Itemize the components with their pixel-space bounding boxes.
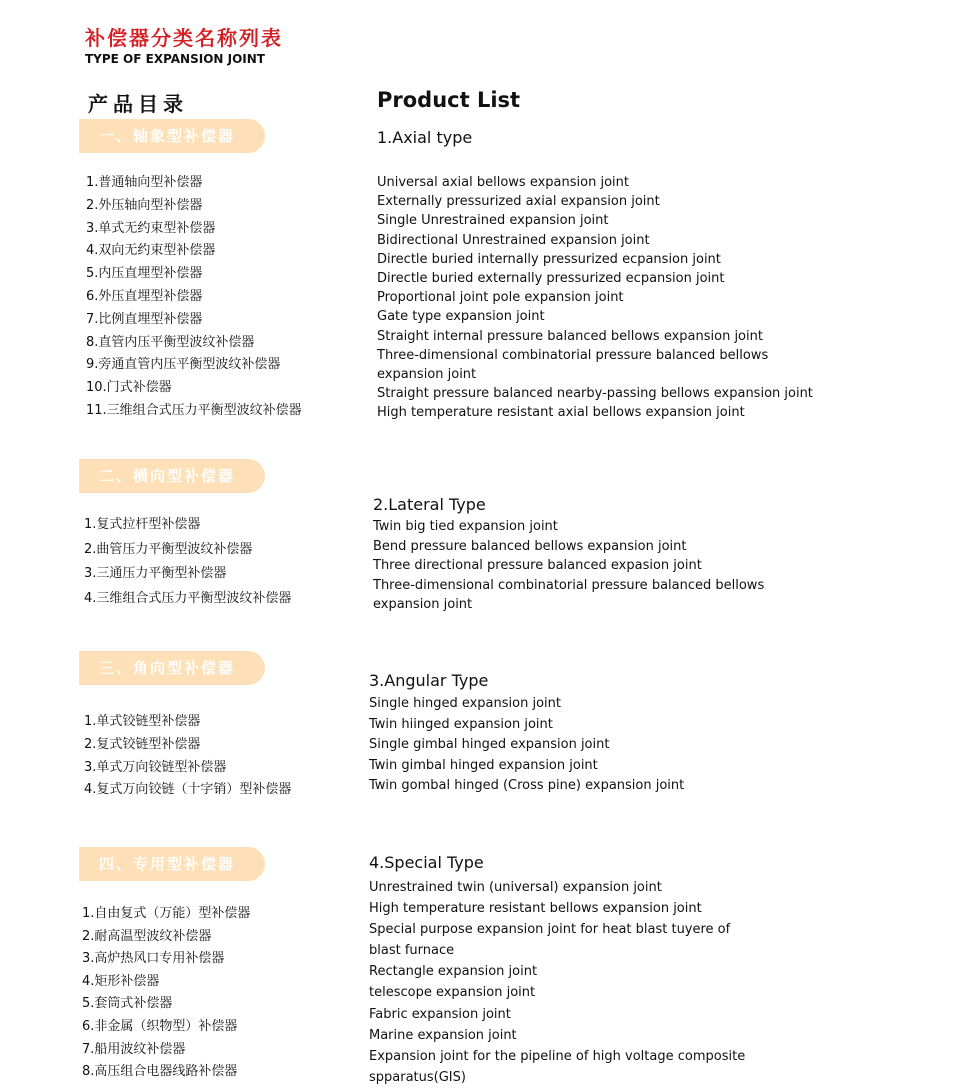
list-item: 4.复式万向铰链（十字销）型补偿器 [84,782,292,798]
list-item: High temperature resistant bellows expansion joint [369,901,702,917]
product-list-heading-cn: 产品目录 [88,92,188,116]
list-item: 3.高炉热风口专用补偿器 [82,951,225,967]
list-item: telescope expansion joint [369,985,536,1001]
list-item: 7.比例直埋型补偿器 [86,311,203,327]
en-list-angular [369,694,684,797]
list-item: Twin gimbal hinged expansion joint [369,757,598,773]
list-item: 4.双向无约束型补偿器 [86,243,216,259]
en-list-axial [377,173,813,423]
list-item: 2.复式铰链型补偿器 [84,736,201,752]
list-item: Twin gombal hinged (Cross pine) expansion joint [369,778,685,793]
section-badge-special: 四、专用型补偿器 [79,847,265,881]
list-item: Single gimbal hinged expansion joint [369,737,610,752]
section-badge-lateral: 二、横向型补偿器 [79,459,265,493]
list-item: 6.外压直埋型补偿器 [86,288,203,304]
list-item: Externally pressurized axial expansion joint [377,194,660,210]
list-item: Single hinged expansion joint [369,696,561,711]
page-title-en: TYPE OF EXPANSION JOINT [85,52,265,66]
en-list-lateral [373,517,764,615]
section-title-angular: 3.Angular Type [369,671,489,690]
section-badge-axial: 一、轴象型补偿器 [79,119,265,153]
list-item: 1.普通轴向型补偿器 [86,175,203,190]
list-item: 8.高压组合电器线路补偿器 [82,1064,238,1080]
list-item: Unrestrained twin (universal) expansion joint [369,880,662,895]
list-item: blast furnace [369,943,455,959]
en-list-special [369,877,745,1088]
list-item: 4.三维组合式压力平衡型波纹补偿器 [84,590,292,606]
list-item: Twin hiinged expansion joint [369,716,553,732]
list-item: Twin big tied expansion joint [373,519,558,534]
list-item: Directle buried externally pressurized ecpansion joint [377,271,725,287]
list-item: expansion joint [373,597,473,613]
cn-list-lateral [84,513,291,611]
product-list-heading-en: Product List [377,88,521,112]
list-item: 6.非金属（织物型）补偿器 [82,1018,238,1034]
list-item: 3.单式万向铰链型补偿器 [84,759,227,775]
list-item: 11.三维组合式压力平衡型波纹补偿器 [86,402,302,418]
list-item: 8.直管内压平衡型波纹补偿器 [86,334,255,350]
list-item: 5.内压直埋型补偿器 [86,266,203,282]
list-item: Straight internal pressure balanced bellows expansion joint [377,328,763,344]
list-item: Bend pressure balanced bellows expansion joint [373,538,687,554]
list-item: 4.矩形补偿器 [82,973,160,989]
list-item: 2.耐高温型波纹补偿器 [82,928,212,944]
list-item: 2.曲管压力平衡型波纹补偿器 [84,541,253,557]
list-item: 10.门式补偿器 [86,380,172,396]
list-item: Gate type expansion joint [377,309,545,325]
list-item: Marine expansion joint [369,1027,517,1043]
list-item: High temperature resistant axial bellows expansion joint [377,405,745,421]
cn-list-axial [86,172,302,423]
section-title-axial: 1.Axial type [377,128,473,147]
list-item: Bidirectional Unrestrained expansion joint [377,232,650,248]
list-item: spparatus(GIS) [369,1069,466,1085]
list-item: 1.复式拉杆型补偿器 [84,517,201,532]
list-item: Universal axial bellows expansion joint [377,175,629,190]
list-item: 1.自由复式（万能）型补偿器 [82,906,251,921]
list-item: Directle buried internally pressurized ecpansion joint [377,251,721,267]
list-item: 2.外压轴向型补偿器 [86,197,203,213]
list-item: Single Unrestrained expansion joint [377,213,609,229]
section-title-special: 4.Special Type [369,853,484,872]
list-item: Proportional joint pole expansion joint [377,290,624,306]
section-title-lateral: 2.Lateral Type [373,495,486,514]
list-item: 3.单式无约束型补偿器 [86,220,216,236]
list-item: Rectangle expansion joint [369,964,538,980]
list-item: Straight pressure balanced nearby-passing bellows expansion joint [377,386,813,402]
list-item: Expansion joint for the pipeline of high voltage composite [369,1048,746,1064]
list-item: 9.旁通直管内压平衡型波纹补偿器 [86,357,281,373]
cn-list-angular [84,711,291,802]
list-item: 7.船用波纹补偿器 [82,1041,186,1057]
page-title-cn: 补偿器分类名称列表 [85,26,283,50]
cn-list-special [82,903,250,1084]
list-item: Three-dimensional combinatorial pressure balanced bellows [377,347,769,363]
list-item: Three-dimensional combinatorial pressure balanced bellows [373,577,765,593]
list-item: 5.套筒式补偿器 [82,996,173,1012]
list-item: Fabric expansion joint [369,1006,511,1022]
list-item: 1.单式铰链型补偿器 [84,714,201,729]
list-item: 3.三通压力平衡型补偿器 [84,566,227,581]
list-item: Three directional pressure balanced expasion joint [373,558,702,574]
list-item: expansion joint [377,367,477,383]
list-item: Special purpose expansion joint for heat blast tuyere of [369,922,731,938]
section-badge-angular: 三、角向型补偿器 [79,651,265,685]
